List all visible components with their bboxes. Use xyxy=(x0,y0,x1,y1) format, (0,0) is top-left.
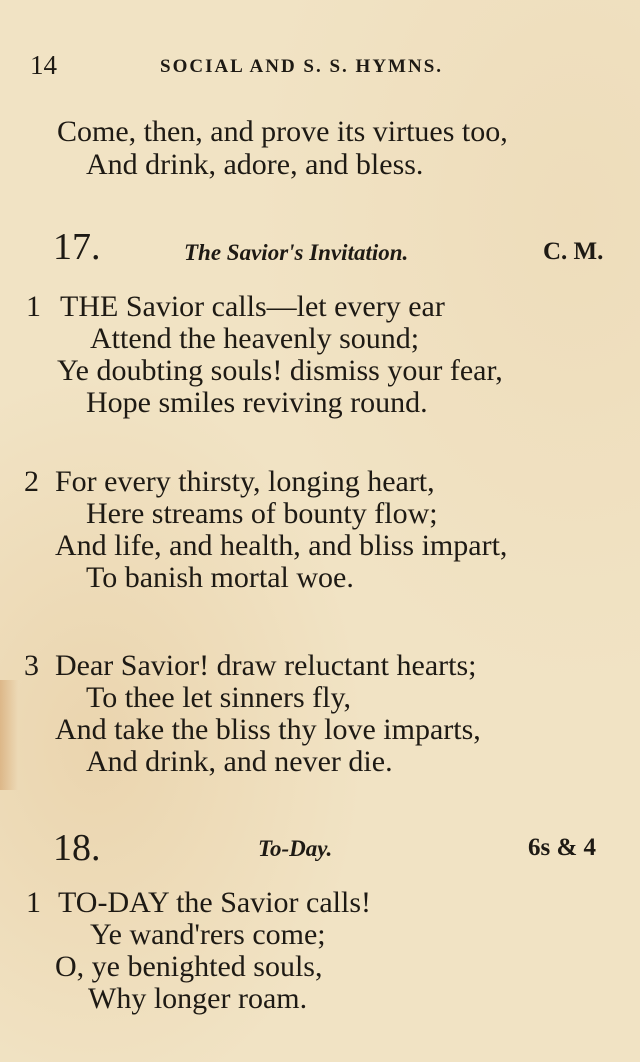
page-number: 14 xyxy=(30,50,57,80)
verse-number: 1 xyxy=(26,290,41,323)
verse-line: Ye doubting souls! dismiss your fear, xyxy=(57,354,503,387)
verse-number: 1 xyxy=(26,886,41,919)
verse-line: Attend the heavenly sound; xyxy=(90,322,420,355)
verse-line: And drink, and never die. xyxy=(86,745,393,778)
hymn-meter: C. M. xyxy=(543,238,604,265)
verse-line: For every thirsty, longing heart, xyxy=(55,465,435,498)
hymn-number: 18. xyxy=(53,827,101,869)
verse-line: And take the bliss thy love imparts, xyxy=(55,713,481,746)
verse-line: THE Savior calls—let every ear xyxy=(60,290,445,323)
verse-line: O, ye benighted souls, xyxy=(55,950,323,983)
verse-line: And life, and health, and bliss impart, xyxy=(55,529,508,562)
continuation-line: And drink, adore, and bless. xyxy=(86,148,424,181)
continuation-line: Come, then, and prove its virtues too, xyxy=(57,115,508,148)
verse-line: TO-DAY the Savior calls! xyxy=(58,886,372,919)
verse-line: To banish mortal woe. xyxy=(86,561,354,594)
hymn-title: The Savior's Invitation. xyxy=(184,240,409,265)
verse-line: To thee let sinners fly, xyxy=(86,681,352,714)
running-head-title: SOCIAL AND S. S. HYMNS. xyxy=(160,56,444,77)
verse-line: Here streams of bounty flow; xyxy=(86,497,438,530)
verse-line: Why longer roam. xyxy=(88,982,308,1015)
verse-number: 3 xyxy=(24,649,39,682)
verse-line: Ye wand'rers come; xyxy=(90,918,326,951)
hymn-meter: 6s & 4 xyxy=(528,834,597,861)
verse-line: Hope smiles reviving round. xyxy=(86,386,428,419)
hymn-title: To-Day. xyxy=(258,836,333,861)
verse-line: Dear Savior! draw reluctant hearts; xyxy=(55,649,477,682)
page-stain xyxy=(0,680,18,790)
verse-number: 2 xyxy=(24,465,39,498)
hymn-number: 17. xyxy=(53,226,101,268)
